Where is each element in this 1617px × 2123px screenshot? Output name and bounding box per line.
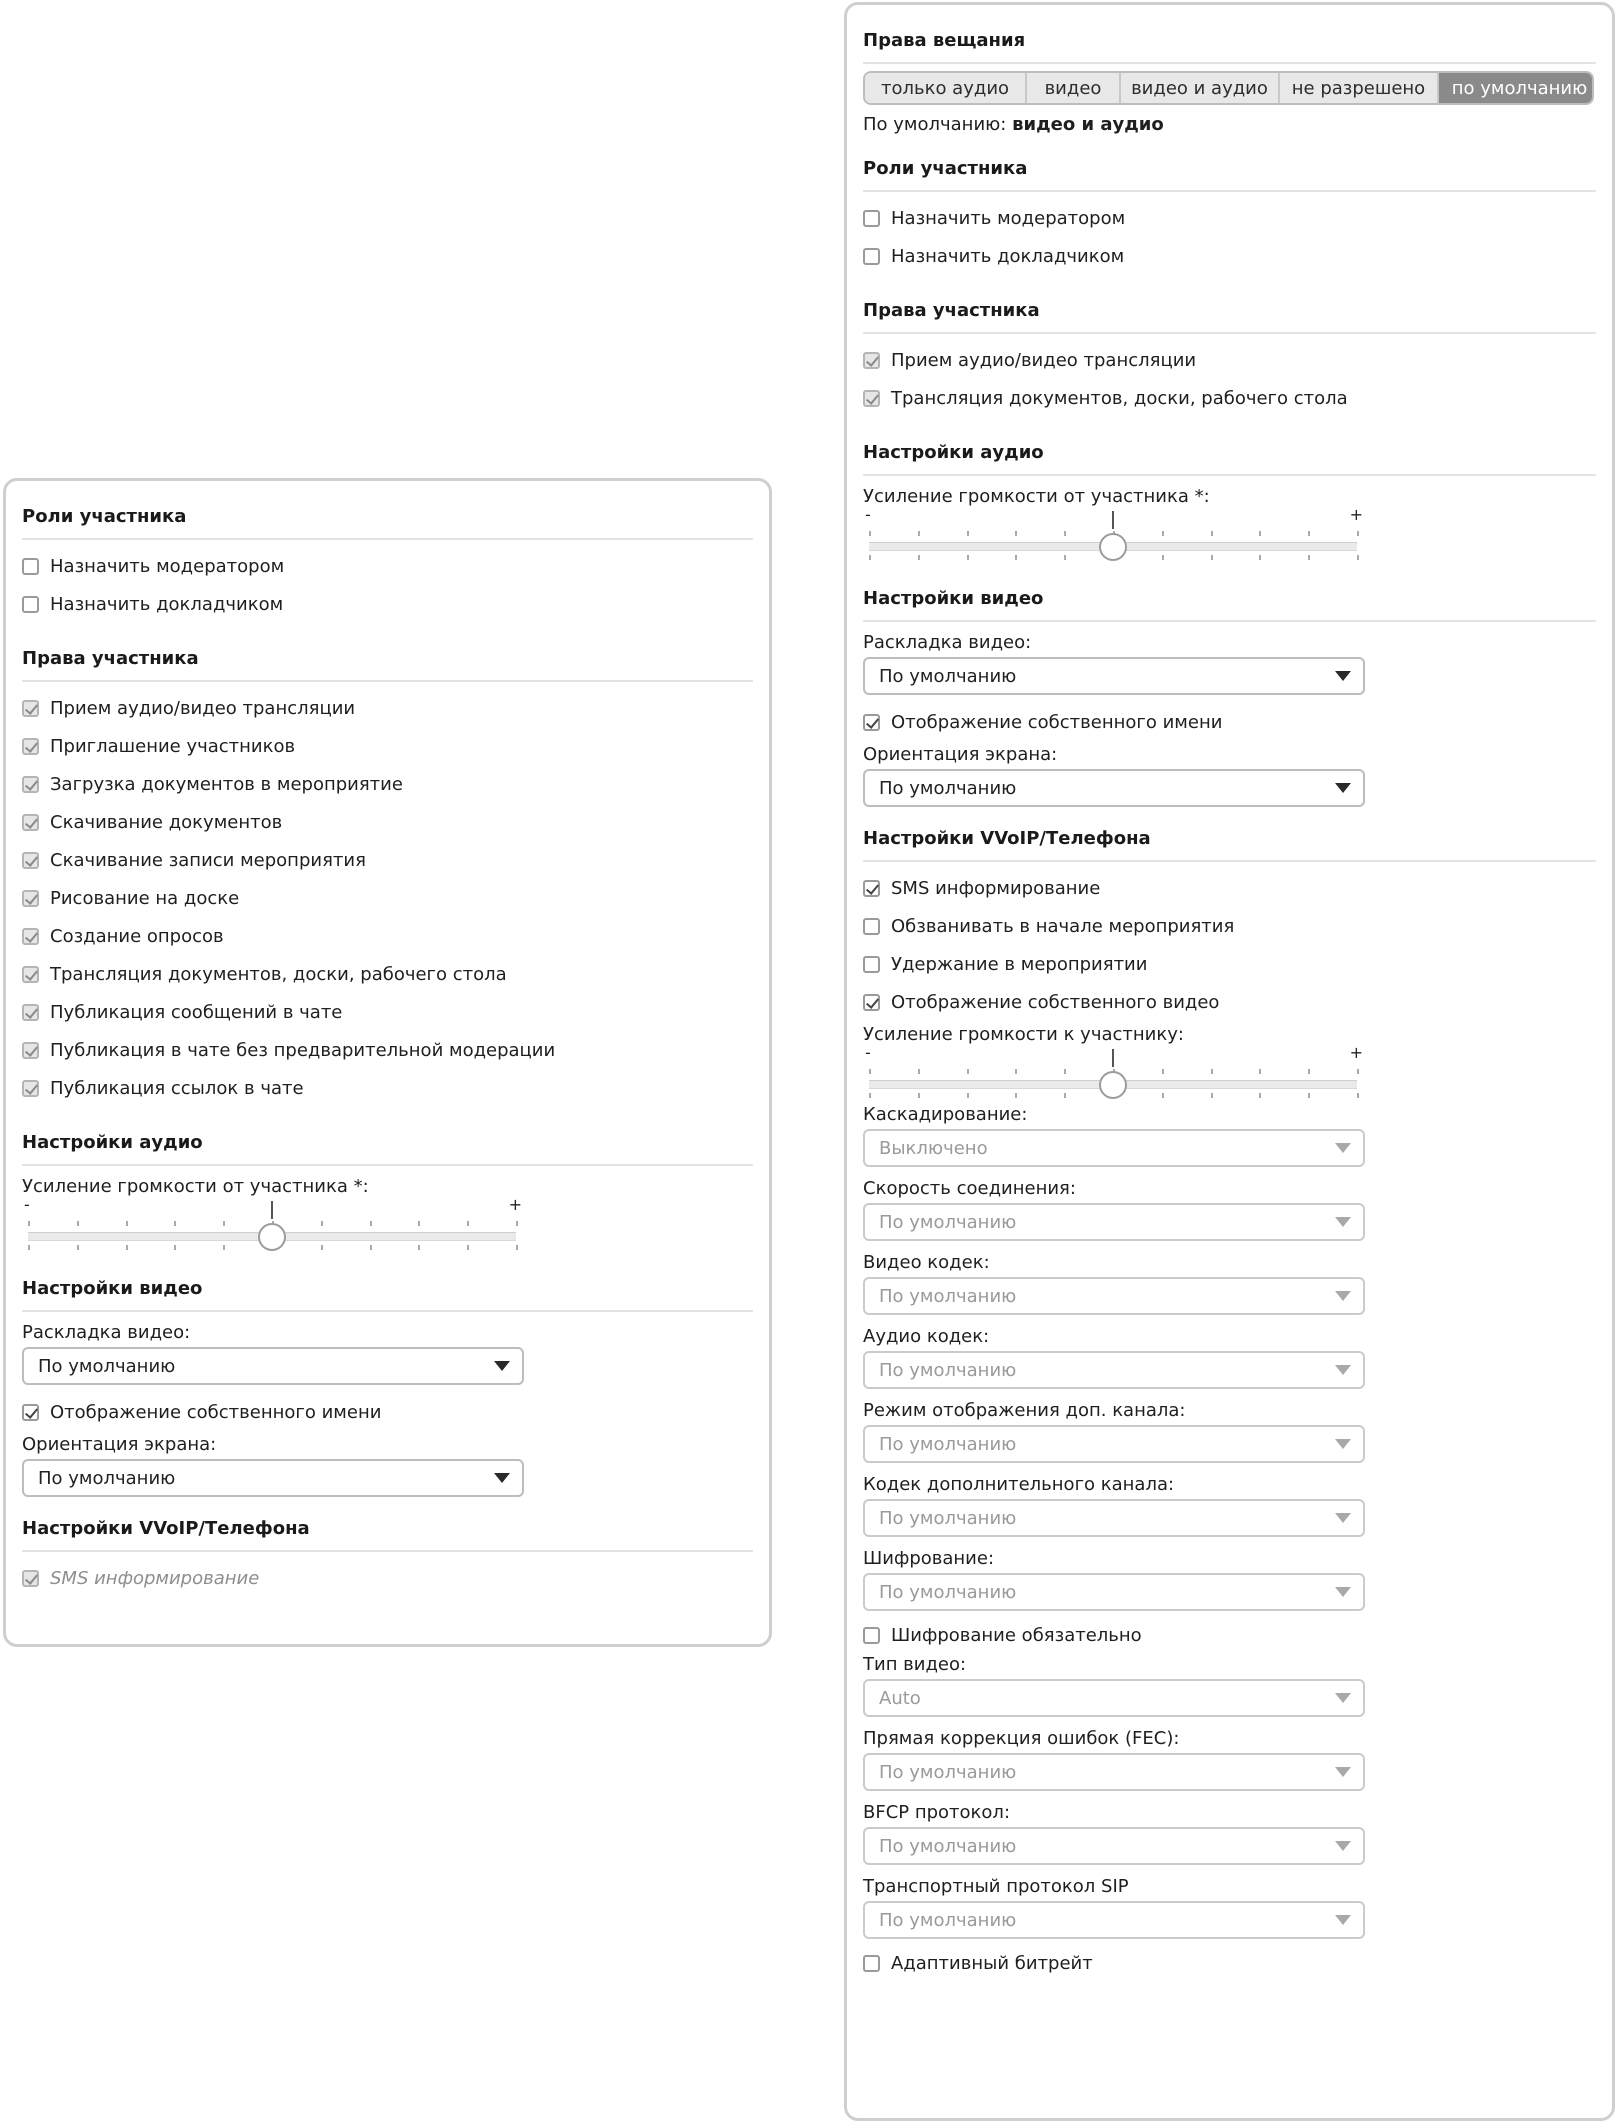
slider-max-label: + — [508, 1195, 522, 1214]
fec-label: Прямая коррекция ошибок (FEC): — [863, 1728, 1180, 1749]
slider-thumb[interactable] — [258, 1223, 286, 1251]
slider-tick — [1259, 1093, 1261, 1098]
slider-tick — [1259, 531, 1261, 536]
video-type-label: Тип видео: — [863, 1654, 967, 1675]
select-value: По умолчанию — [879, 777, 1017, 799]
segment-video[interactable]: видео — [1027, 73, 1121, 103]
chevron-down-icon — [1335, 1513, 1351, 1523]
slider-tick — [28, 1245, 30, 1250]
checkbox-receive-av[interactable] — [22, 700, 39, 717]
encryption-label: Шифрование: — [863, 1548, 995, 1569]
slider-tick — [1211, 1093, 1213, 1098]
section-title-roles: Роли участника — [863, 145, 1596, 192]
checkbox-row[interactable] — [863, 379, 1596, 417]
checkbox-assign-presenter[interactable] — [22, 596, 39, 613]
checkbox-upload-documents[interactable] — [22, 776, 39, 793]
video-layout-label: Раскладка видео: — [22, 1322, 191, 1343]
checkbox-label: Публикация ссылок в чате — [50, 1077, 304, 1099]
section-title-video: Настройки видео — [863, 575, 1596, 622]
slider-tick — [418, 1221, 420, 1226]
checkbox-label: Рисование на доске — [50, 887, 240, 909]
slider-tick — [467, 1245, 469, 1250]
connection-speed-label: Скорость соединения: — [863, 1178, 1076, 1199]
checkbox-label: SMS информирование — [891, 877, 1101, 899]
checkbox-show-own-name[interactable] — [863, 714, 880, 731]
slider-tick — [126, 1245, 128, 1250]
checkbox-chat-post[interactable] — [22, 1004, 39, 1021]
chevron-down-icon — [1335, 1693, 1351, 1703]
cascading-label: Каскадирование: — [863, 1104, 1028, 1125]
slider-tick — [370, 1245, 372, 1250]
select-value: Auto — [879, 1687, 921, 1709]
slider-tick — [1015, 531, 1017, 536]
slider-tick — [516, 1245, 518, 1250]
checkbox-row[interactable] — [22, 689, 753, 727]
select-value: Выключено — [879, 1137, 988, 1159]
select-value: По умолчанию — [879, 1433, 1017, 1455]
slider-tick — [321, 1221, 323, 1226]
slider-tick — [967, 1093, 969, 1098]
select-value: По умолчанию — [879, 1835, 1017, 1857]
segment-audio-only[interactable]: только аудио — [865, 73, 1027, 103]
slider-tick — [174, 1245, 176, 1250]
slider-center-mark — [1112, 1049, 1114, 1067]
slider-tick — [321, 1245, 323, 1250]
checkbox-row[interactable] — [22, 765, 753, 803]
slider-tick — [1064, 1069, 1066, 1074]
section-title-audio: Настройки аудио — [22, 1119, 753, 1166]
volume-gain-slider[interactable] — [22, 1195, 522, 1253]
checkbox-row[interactable] — [863, 1947, 1596, 1979]
checkbox-row[interactable] — [22, 1031, 753, 1069]
checkbox-row — [22, 1559, 753, 1597]
checkbox-chat-links[interactable] — [22, 1080, 39, 1097]
chevron-down-icon — [1335, 1767, 1351, 1777]
slider-tick — [1162, 555, 1164, 560]
checkbox-row[interactable] — [22, 993, 753, 1031]
checkbox-label: Назначить докладчиком — [891, 245, 1125, 267]
chevron-down-icon — [1335, 1365, 1351, 1375]
chevron-down-icon — [1335, 783, 1351, 793]
section-title-audio: Настройки аудио — [863, 429, 1596, 476]
section-title-voip: Настройки VVoIP/Телефона — [863, 815, 1596, 862]
checkbox-row[interactable] — [22, 1393, 753, 1431]
checkbox-row[interactable] — [863, 1619, 1596, 1651]
checkbox-row[interactable] — [22, 841, 753, 879]
checkbox-call-at-start[interactable] — [863, 918, 880, 935]
checkbox-show-own-name[interactable] — [22, 1404, 39, 1421]
chevron-down-icon — [1335, 1143, 1351, 1153]
participant-settings-panel-left — [3, 478, 772, 1647]
checkbox-hold-in-event[interactable] — [863, 956, 880, 973]
chevron-down-icon — [1335, 1439, 1351, 1449]
slider-thumb[interactable] — [1099, 1071, 1127, 1099]
slider-center-mark — [1112, 511, 1114, 529]
section-title-roles: Роли участника — [22, 493, 753, 540]
slider-tick — [869, 555, 871, 560]
slider-tick — [1259, 555, 1261, 560]
slider-tick — [126, 1221, 128, 1226]
select-value: По умолчанию — [879, 1507, 1017, 1529]
screen-orientation-select[interactable] — [22, 1459, 524, 1497]
slider-tick — [1064, 555, 1066, 560]
checkbox-label: Публикация сообщений в чате — [50, 1001, 343, 1023]
chevron-down-icon — [494, 1361, 510, 1371]
chevron-down-icon — [1335, 1841, 1351, 1851]
segment-default[interactable]: по умолчанию — [1439, 73, 1594, 103]
checkbox-label: Обзванивать в начале мероприятия — [891, 915, 1235, 937]
slider-tick — [1259, 1069, 1261, 1074]
checkbox-row[interactable] — [863, 983, 1596, 1021]
checkbox-row-presenter[interactable] — [22, 585, 753, 623]
checkbox-label: Отображение собственного имени — [891, 711, 1223, 733]
slider-tick — [1308, 555, 1310, 560]
slider-tick — [77, 1245, 79, 1250]
slider-tick — [516, 1221, 518, 1226]
chevron-down-icon — [1335, 1587, 1351, 1597]
checkbox-label: Скачивание документов — [50, 811, 283, 833]
slider-tick — [223, 1245, 225, 1250]
checkbox-assign-moderator[interactable] — [863, 210, 880, 227]
checkbox-label: SMS информирование — [50, 1567, 260, 1589]
sip-transport-label: Транспортный протокол SIP — [863, 1876, 1129, 1897]
slider-tick — [918, 531, 920, 536]
video-layout-select[interactable] — [863, 657, 1365, 695]
checkbox-invite-participants[interactable] — [22, 738, 39, 755]
broadcast-default-info — [863, 105, 1596, 145]
slider-min-label: - — [24, 1195, 30, 1214]
checkbox-row[interactable] — [22, 917, 753, 955]
checkbox-row[interactable] — [22, 727, 753, 765]
checkbox-download-documents[interactable] — [22, 814, 39, 831]
section-title-rights: Права участника — [863, 287, 1596, 334]
checkbox-row-moderator[interactable] — [22, 547, 753, 585]
default-prefix: По умолчанию: — [863, 114, 1007, 135]
checkbox-row[interactable] — [863, 199, 1596, 237]
slider-tick — [223, 1221, 225, 1226]
slider-tick — [1357, 555, 1359, 560]
chevron-down-icon — [1335, 671, 1351, 681]
slider-tick — [1308, 531, 1310, 536]
checkbox-show-own-video[interactable] — [863, 994, 880, 1011]
checkbox-label: Отображение собственного видео — [891, 991, 1220, 1013]
screen-orientation-label: Ориентация экрана: — [22, 1434, 217, 1455]
checkbox-label: Отображение собственного имени — [50, 1401, 382, 1423]
select-value: По умолчанию — [879, 1761, 1017, 1783]
slider-tick — [1211, 531, 1213, 536]
slider-tick — [1162, 1069, 1164, 1074]
checkbox-label: Шифрование обязательно — [891, 1624, 1142, 1646]
ext-channel-mode-select[interactable] — [863, 1425, 1365, 1463]
slider-min-label: - — [865, 1043, 871, 1062]
checkbox-label: Адаптивный битрейт — [891, 1952, 1093, 1974]
checkbox-receive-av[interactable] — [863, 352, 880, 369]
volume-to-participant-slider[interactable] — [863, 1043, 1363, 1101]
slider-tick — [1162, 531, 1164, 536]
checkbox-label: Назначить модератором — [50, 555, 285, 577]
chevron-down-icon — [1335, 1915, 1351, 1925]
checkbox-assign-presenter[interactable] — [863, 248, 880, 265]
select-value: По умолчанию — [38, 1355, 176, 1377]
slider-tick — [967, 555, 969, 560]
video-layout-select[interactable] — [22, 1347, 524, 1385]
slider-tick — [174, 1221, 176, 1226]
audio-codec-select[interactable] — [863, 1351, 1365, 1389]
slider-tick — [967, 531, 969, 536]
slider-tick — [869, 531, 871, 536]
checkbox-adaptive-bitrate[interactable] — [863, 1955, 880, 1972]
checkbox-row[interactable] — [863, 907, 1596, 945]
slider-tick — [77, 1221, 79, 1226]
section-title-rights: Права участника — [22, 635, 753, 682]
slider-tick — [1211, 555, 1213, 560]
slider-tick — [869, 1069, 871, 1074]
ext-channel-codec-label: Кодек дополнительного канала: — [863, 1474, 1175, 1495]
slider-tick — [918, 1069, 920, 1074]
slider-tick — [1357, 1093, 1359, 1098]
checkbox-encryption-required[interactable] — [863, 1627, 880, 1644]
chevron-down-icon — [1335, 1217, 1351, 1227]
checkbox-label: Загрузка документов в мероприятие — [50, 773, 403, 795]
checkbox-label: Прием аудио/видео трансляции — [50, 697, 356, 719]
segment-video-audio[interactable]: видео и аудио — [1121, 73, 1280, 103]
sip-transport-select[interactable] — [863, 1901, 1365, 1939]
select-value: По умолчанию — [879, 665, 1017, 687]
slider-tick — [418, 1245, 420, 1250]
slider-tick — [28, 1221, 30, 1226]
select-value: По умолчанию — [38, 1467, 176, 1489]
checkbox-label: Удержание в мероприятии — [891, 953, 1148, 975]
slider-tick — [1015, 555, 1017, 560]
volume-gain-slider[interactable] — [863, 505, 1363, 563]
segment-not-allowed[interactable]: не разрешено — [1280, 73, 1439, 103]
checkbox-row[interactable] — [863, 341, 1596, 379]
checkbox-sms-notify — [22, 1570, 39, 1587]
slider-tick — [1357, 531, 1359, 536]
select-value: По умолчанию — [879, 1909, 1017, 1931]
ext-channel-mode-label: Режим отображения доп. канала: — [863, 1400, 1186, 1421]
checkbox-row[interactable] — [22, 803, 753, 841]
checkbox-assign-moderator[interactable] — [22, 558, 39, 575]
checkbox-label: Приглашение участников — [50, 735, 296, 757]
checkbox-create-polls[interactable] — [22, 928, 39, 945]
checkbox-label: Публикация в чате без предварительной модерации — [50, 1039, 556, 1061]
cascading-select[interactable] — [863, 1129, 1365, 1167]
video-layout-label: Раскладка видео: — [863, 632, 1032, 653]
checkbox-share-content[interactable] — [863, 390, 880, 407]
select-value: По умолчанию — [879, 1581, 1017, 1603]
checkbox-sms-notify[interactable] — [863, 880, 880, 897]
chevron-down-icon — [1335, 1291, 1351, 1301]
connection-speed-select[interactable] — [863, 1203, 1365, 1241]
slider-center-mark — [271, 1201, 273, 1219]
volume-gain-label: Усиление громкости от участника *: — [22, 1176, 369, 1197]
default-value: видео и аудио — [1012, 114, 1164, 135]
slider-max-label: + — [1349, 505, 1363, 524]
volume-gain-label: Усиление громкости от участника *: — [863, 486, 1210, 507]
section-title-broadcast: Права вещания — [863, 17, 1596, 64]
broadcast-rights-segmented[interactable] — [863, 71, 1594, 105]
checkbox-download-recording[interactable] — [22, 852, 39, 869]
section-title-video: Настройки видео — [22, 1265, 753, 1312]
audio-codec-label: Аудио кодек: — [863, 1326, 990, 1347]
bfcp-label: BFCP протокол: — [863, 1802, 1011, 1823]
video-codec-label: Видео кодек: — [863, 1252, 990, 1273]
slider-tick — [467, 1221, 469, 1226]
checkbox-row[interactable] — [863, 703, 1596, 741]
slider-tick — [869, 1093, 871, 1098]
checkbox-row[interactable] — [863, 237, 1596, 275]
slider-tick — [1064, 531, 1066, 536]
checkbox-row[interactable] — [863, 869, 1596, 907]
slider-tick — [1015, 1069, 1017, 1074]
fec-select[interactable] — [863, 1753, 1365, 1791]
checkbox-draw-whiteboard[interactable] — [22, 890, 39, 907]
select-value: По умолчанию — [879, 1359, 1017, 1381]
checkbox-label: Трансляция документов, доски, рабочего стола — [50, 963, 507, 985]
slider-tick — [967, 1069, 969, 1074]
checkbox-row[interactable] — [22, 1069, 753, 1107]
slider-tick — [918, 555, 920, 560]
slider-tick — [1211, 1069, 1213, 1074]
slider-tick — [1064, 1093, 1066, 1098]
slider-tick — [370, 1221, 372, 1226]
slider-tick — [1357, 1069, 1359, 1074]
bfcp-select[interactable] — [863, 1827, 1365, 1865]
screen-orientation-label: Ориентация экрана: — [863, 744, 1058, 765]
slider-tick — [1308, 1069, 1310, 1074]
checkbox-label: Назначить докладчиком — [50, 593, 284, 615]
ext-channel-codec-select[interactable] — [863, 1499, 1365, 1537]
slider-tick — [1015, 1093, 1017, 1098]
chevron-down-icon — [494, 1473, 510, 1483]
checkbox-label: Прием аудио/видео трансляции — [891, 349, 1197, 371]
checkbox-row[interactable] — [863, 945, 1596, 983]
section-title-voip: Настройки VVoIP/Телефона — [22, 1505, 753, 1552]
select-value: По умолчанию — [879, 1211, 1017, 1233]
checkbox-row[interactable] — [22, 955, 753, 993]
slider-tick — [1162, 1093, 1164, 1098]
slider-thumb[interactable] — [1099, 533, 1127, 561]
slider-min-label: - — [865, 505, 871, 524]
screen-orientation-select[interactable] — [863, 769, 1365, 807]
encryption-select[interactable] — [863, 1573, 1365, 1611]
checkbox-row[interactable] — [22, 879, 753, 917]
video-type-select[interactable] — [863, 1679, 1365, 1717]
select-value: По умолчанию — [879, 1285, 1017, 1307]
checkbox-chat-no-moderation[interactable] — [22, 1042, 39, 1059]
checkbox-label: Трансляция документов, доски, рабочего стола — [891, 387, 1348, 409]
slider-tick — [1308, 1093, 1310, 1098]
participant-settings-panel-right — [844, 2, 1615, 2121]
slider-tick — [918, 1093, 920, 1098]
video-codec-select[interactable] — [863, 1277, 1365, 1315]
checkbox-label: Скачивание записи мероприятия — [50, 849, 366, 871]
slider-max-label: + — [1349, 1043, 1363, 1062]
volume-to-participant-label: Усиление громкости к участнику: — [863, 1024, 1184, 1045]
checkbox-share-content[interactable] — [22, 966, 39, 983]
checkbox-label: Создание опросов — [50, 925, 224, 947]
checkbox-label: Назначить модератором — [891, 207, 1126, 229]
